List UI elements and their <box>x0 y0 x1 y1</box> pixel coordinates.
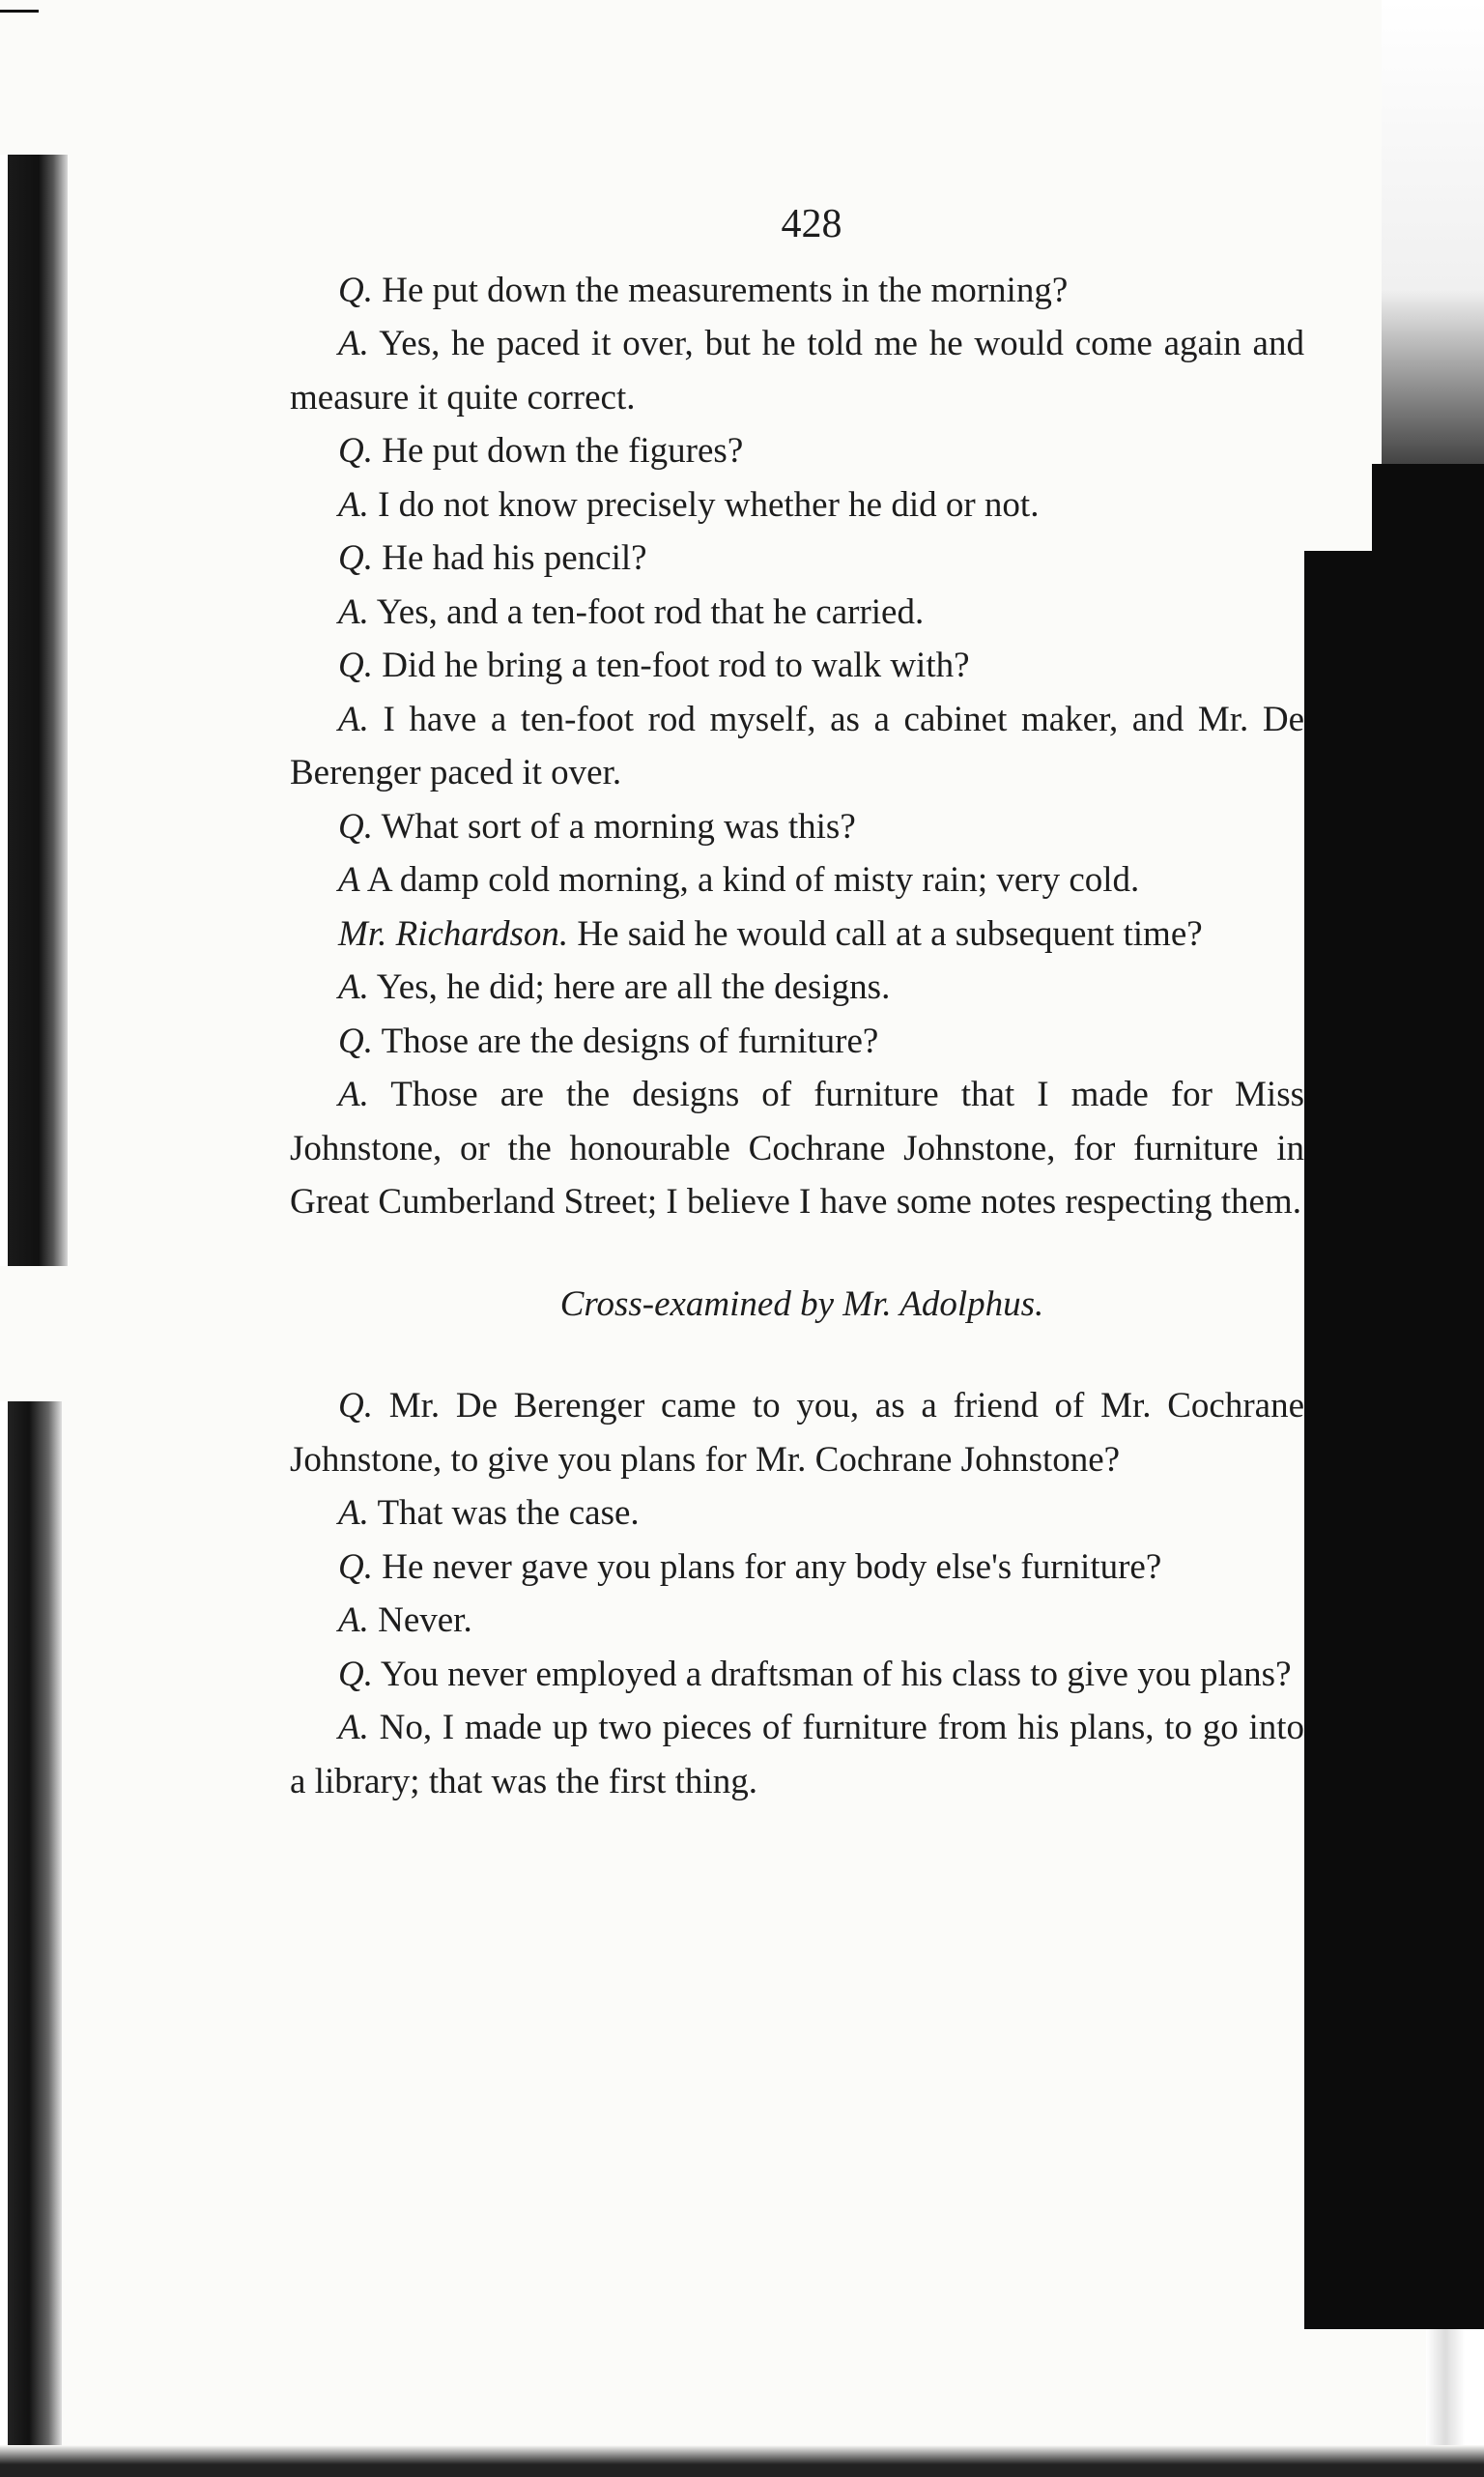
scan-edge-left-lower <box>0 1401 62 2477</box>
paragraph-text: Yes, he did; here are all the designs. <box>376 967 891 1007</box>
paragraph-text: He put down the figures? <box>382 431 744 471</box>
speaker-label: Q. <box>338 270 373 310</box>
testimony-paragraph <box>290 1379 1304 1486</box>
paragraph-text: That was the case. <box>377 1493 640 1533</box>
scan-shadow-right <box>1372 464 1484 2329</box>
testimony-before <box>290 264 1304 1229</box>
testimony-paragraph <box>290 264 1304 318</box>
testimony-paragraph <box>290 1701 1304 1808</box>
paragraph-text: Yes, he paced it over, but he told me he would come again and measure it quite correct. <box>290 324 1304 418</box>
scan-shadow-right-inner <box>1304 551 1382 2329</box>
page-text <box>290 198 1304 1808</box>
testimony-paragraph <box>290 1015 1304 1069</box>
speaker-label: Q. <box>338 1654 373 1694</box>
speaker-label: Q. <box>338 538 373 578</box>
paragraph-text: Mr. De Berenger came to you, as a friend of Mr. Cochrane Johnstone, to give you plans for Mr. Cochrane Johnstone? <box>290 1386 1305 1480</box>
scan-edge-bottom <box>0 2445 1484 2477</box>
speaker-label: A. <box>338 699 369 739</box>
speaker-label: A. <box>338 484 369 525</box>
testimony-paragraph <box>290 800 1304 854</box>
section-heading: Cross-examined by Mr. Adolphus. <box>559 1283 1044 1324</box>
testimony-paragraph <box>290 639 1304 693</box>
speaker-label: A. <box>338 1600 369 1640</box>
page-number: 428 <box>781 202 842 246</box>
paragraph-text: He put down the measurements in the morning? <box>382 270 1069 310</box>
speaker-label: Q. <box>338 1021 373 1061</box>
paragraph-text: A damp cold morning, a kind of misty rain; very cold. <box>366 860 1140 900</box>
speaker-label: A <box>338 860 360 900</box>
paragraph-text: I have a ten-foot rod myself, as a cabinet maker, and Mr. De Berenger paced it over. <box>290 699 1305 792</box>
testimony-paragraph <box>290 1486 1304 1541</box>
testimony-paragraph <box>290 586 1304 640</box>
paragraph-text: No, I made up two pieces of furniture from his plans, to go into a library; that was the first thing. <box>290 1708 1305 1801</box>
paragraph-text: Did he bring a ten-foot rod to walk with? <box>382 646 970 685</box>
testimony-paragraph <box>290 907 1304 962</box>
paragraph-text: Yes, and a ten-foot rod that he carried. <box>376 591 925 632</box>
paragraph-text: Those are the designs of furniture? <box>381 1021 879 1061</box>
paragraph-text: Those are the designs of furniture that I made for Miss Johnstone, or the honourable Cochrane Johnstone, for furniture in Great Cumberland Street; I believe I have some notes respecting them. <box>290 1075 1304 1222</box>
paragraph-text: Never. <box>378 1600 472 1640</box>
testimony-paragraph <box>290 1541 1304 1595</box>
scan-edge-mark <box>0 10 39 13</box>
testimony-paragraph <box>290 317 1304 424</box>
testimony-paragraph <box>290 532 1304 586</box>
scan-edge-left-upper <box>0 155 68 1266</box>
scan-edge-right-top <box>1382 0 1484 483</box>
testimony-paragraph <box>290 424 1304 478</box>
speaker-label: Mr. Richardson. <box>338 913 569 954</box>
speaker-label: Q. <box>338 806 373 847</box>
speaker-label: A. <box>338 1493 369 1533</box>
speaker-label: A. <box>338 324 369 363</box>
speaker-label: A. <box>338 1708 369 1747</box>
paragraph-text: I do not know precisely whether he did or not. <box>378 484 1040 525</box>
paragraph-text: He had his pencil? <box>382 538 647 578</box>
testimony-paragraph <box>290 1648 1304 1702</box>
testimony-paragraph <box>290 961 1304 1015</box>
testimony-after <box>290 1379 1304 1808</box>
testimony-paragraph <box>290 693 1304 800</box>
speaker-label: Q. <box>338 646 373 685</box>
testimony-paragraph <box>290 1594 1304 1648</box>
speaker-label: Q. <box>338 1546 373 1587</box>
speaker-label: Q. <box>338 431 373 471</box>
testimony-paragraph <box>290 853 1304 907</box>
speaker-label: A. <box>338 967 369 1007</box>
testimony-paragraph <box>290 478 1304 533</box>
testimony-paragraph <box>290 1068 1304 1229</box>
speaker-label: A. <box>338 1075 369 1114</box>
paragraph-text: He never gave you plans for any body else's furniture? <box>382 1546 1162 1587</box>
paragraph-text: What sort of a morning was this? <box>381 806 856 847</box>
speaker-label: Q. <box>338 1386 373 1426</box>
speaker-label: A. <box>338 591 369 632</box>
paragraph-text: He said he would call at a subsequent time? <box>577 913 1203 954</box>
paragraph-text: You never employed a draftsman of his class to give you plans? <box>380 1654 1292 1694</box>
